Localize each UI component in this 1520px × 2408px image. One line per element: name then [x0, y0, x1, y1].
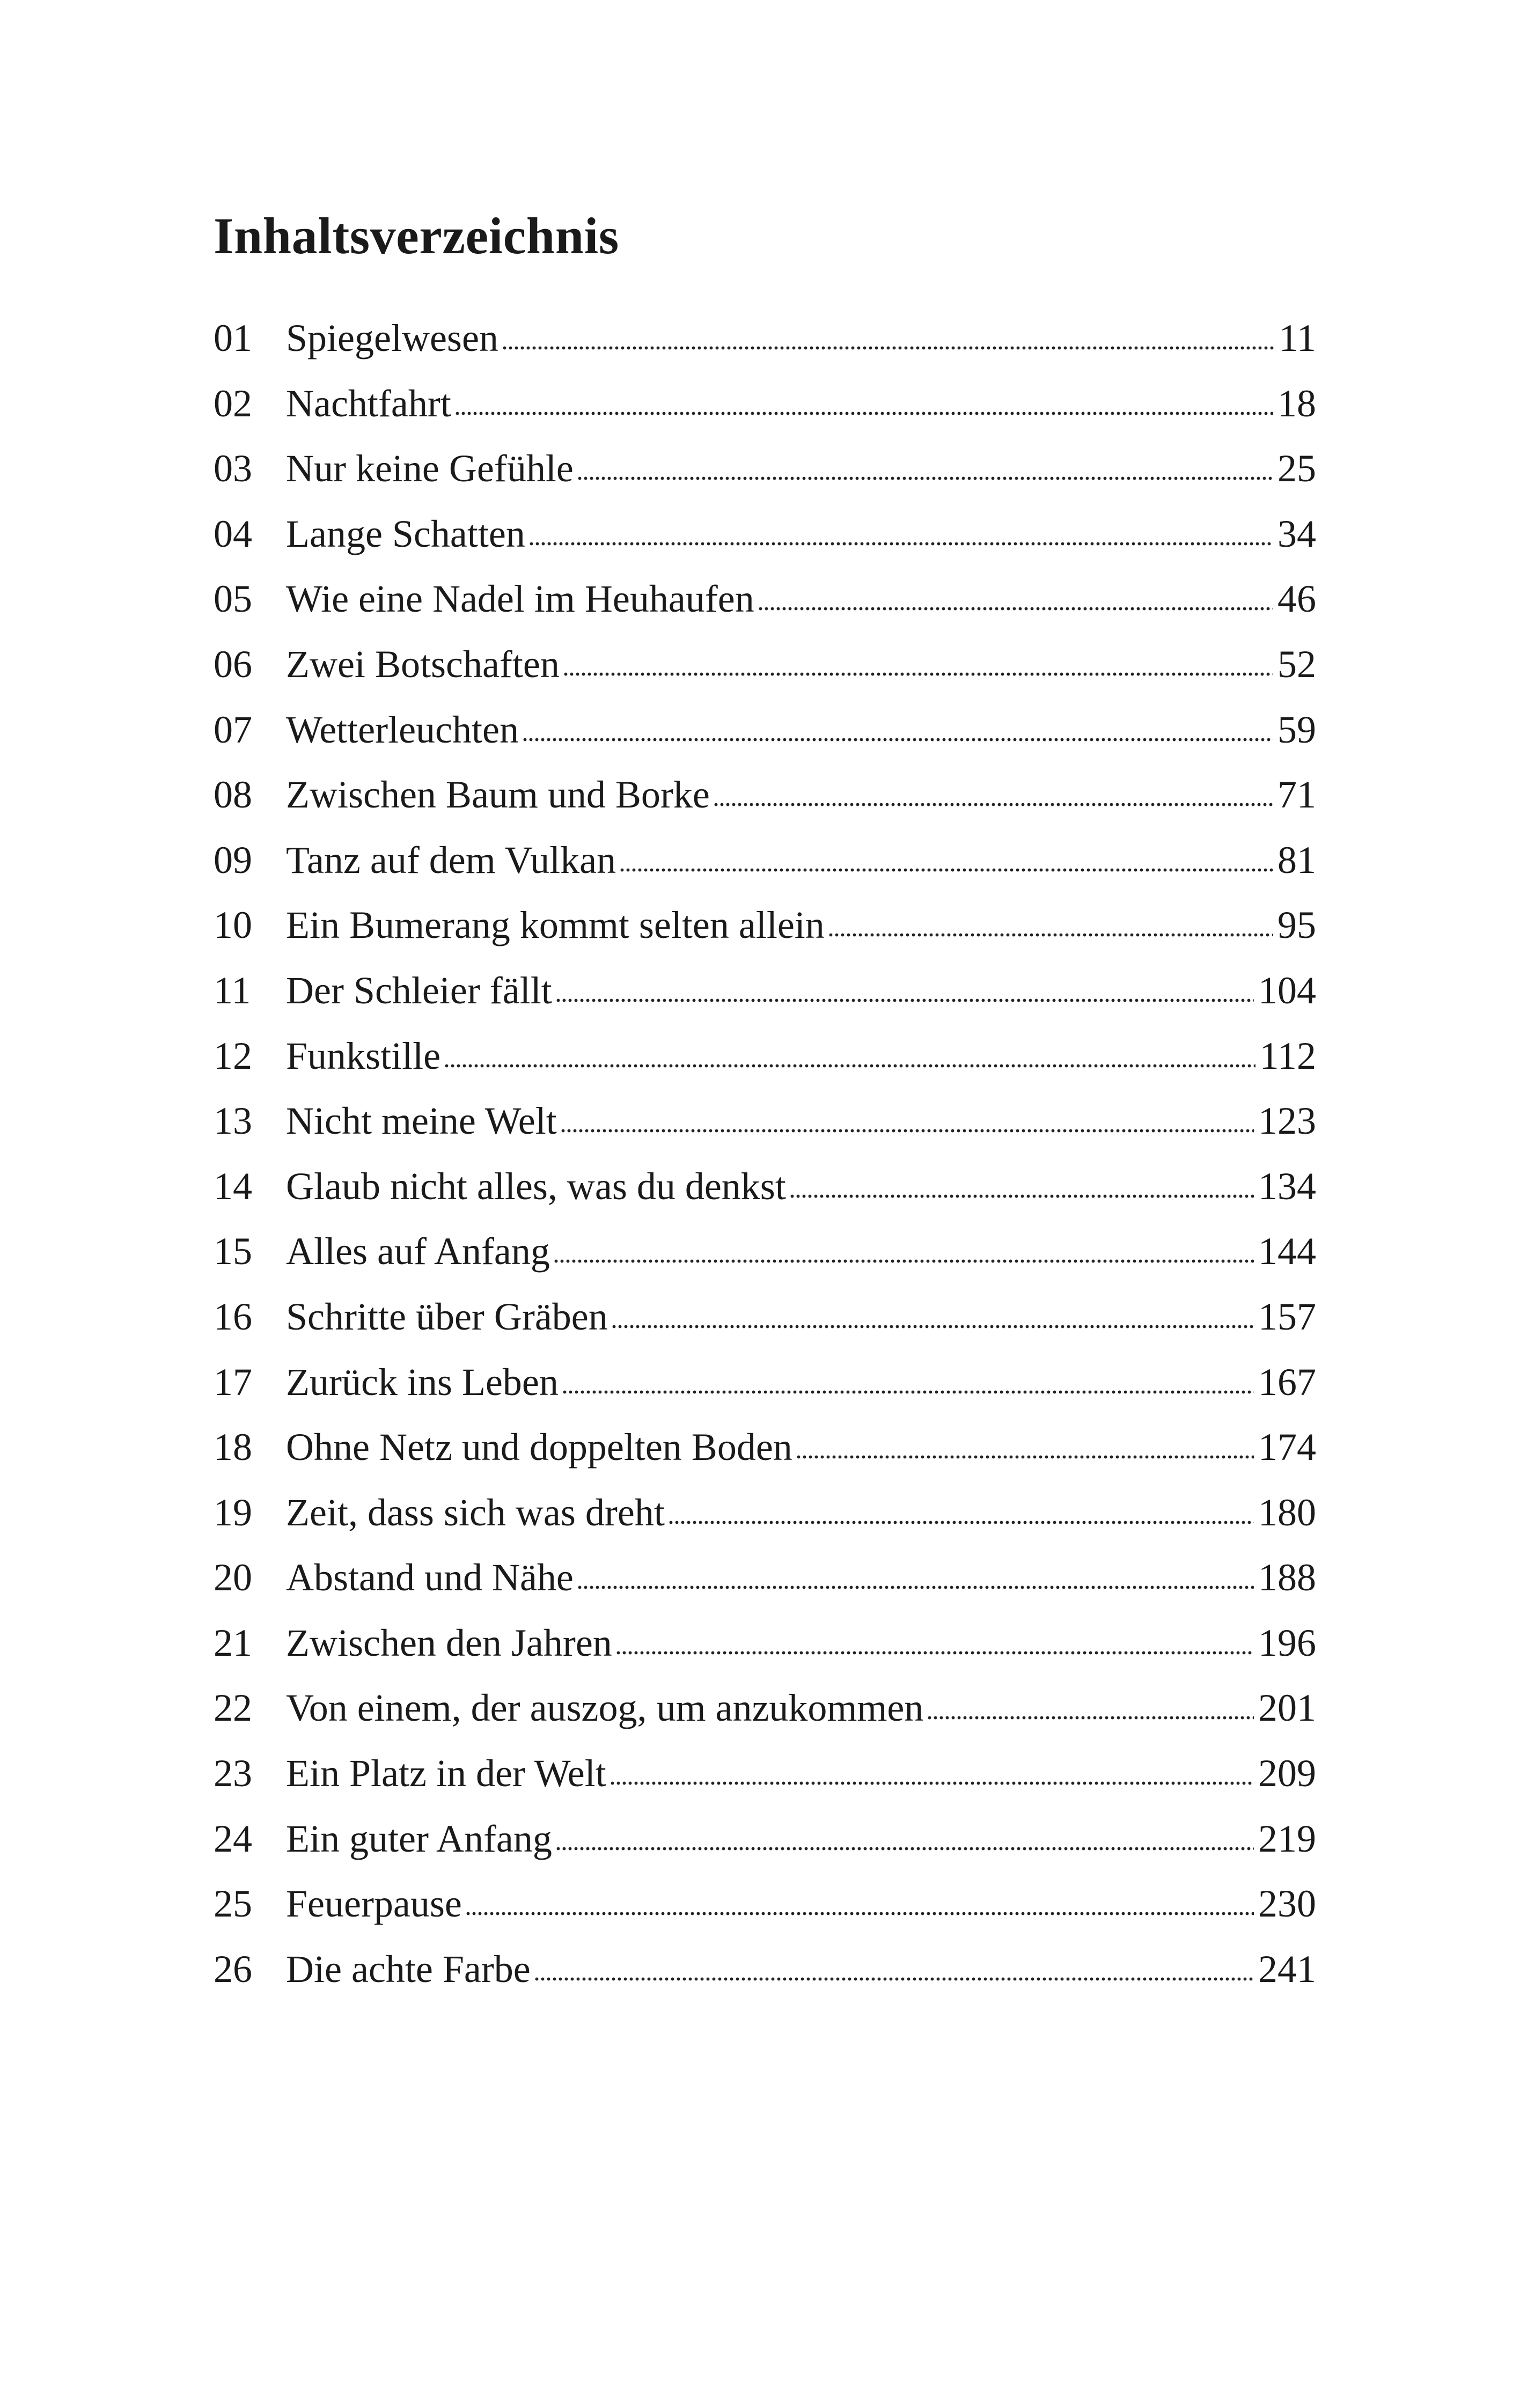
page-number: 81	[1277, 838, 1316, 882]
page-number: 52	[1277, 642, 1316, 686]
dot-leader	[619, 864, 1273, 873]
toc-entry[interactable]	[214, 632, 1316, 698]
chapter-title: Zwei Botschaften	[286, 642, 560, 686]
chapter-number: 23	[214, 1752, 252, 1795]
page-number: 219	[1258, 1817, 1316, 1860]
toc-entry[interactable]	[214, 306, 1316, 371]
page-number: 71	[1277, 773, 1316, 817]
dot-leader	[555, 1843, 1254, 1852]
toc-entry[interactable]	[214, 828, 1316, 893]
chapter-title: Nur keine Gefühle	[286, 447, 574, 490]
page-number: 196	[1258, 1621, 1316, 1664]
chapter-number: 16	[214, 1295, 252, 1338]
chapter-title: Abstand und Nähe	[286, 1556, 574, 1599]
toc-entry[interactable]	[214, 1350, 1316, 1415]
page-number: 157	[1258, 1295, 1316, 1338]
toc-entry[interactable]	[214, 502, 1316, 567]
toc-entry[interactable]	[214, 698, 1316, 763]
toc-entry[interactable]	[214, 371, 1316, 437]
toc-entry[interactable]	[214, 1807, 1316, 1872]
dot-leader	[444, 1060, 1255, 1069]
page-number: 201	[1258, 1686, 1316, 1730]
chapter-number: 05	[214, 577, 252, 621]
dot-leader	[534, 1973, 1254, 1982]
table-of-contents	[214, 306, 1316, 2002]
toc-entry[interactable]	[214, 1937, 1316, 2002]
chapter-title: Zurück ins Leben	[286, 1360, 559, 1404]
chapter-title: Schritte über Gräben	[286, 1295, 608, 1338]
page-number: 18	[1277, 381, 1316, 425]
toc-entry[interactable]	[214, 893, 1316, 958]
toc-entry[interactable]	[214, 1284, 1316, 1350]
chapter-title: Von einem, der auszog, um anzukommen	[286, 1686, 924, 1730]
dot-leader	[611, 1321, 1254, 1330]
toc-entry[interactable]	[214, 1024, 1316, 1089]
chapter-title: Zwischen den Jahren	[286, 1621, 612, 1664]
chapter-number: 24	[214, 1817, 252, 1860]
chapter-title: Ohne Netz und doppelten Boden	[286, 1426, 792, 1469]
toc-entry[interactable]	[214, 1545, 1316, 1611]
dot-leader	[789, 1191, 1254, 1199]
page-number: 123	[1258, 1099, 1316, 1143]
chapter-title: Alles auf Anfang	[286, 1230, 550, 1273]
page-number: 230	[1258, 1882, 1316, 1926]
chapter-number: 14	[214, 1164, 252, 1208]
page-number: 188	[1258, 1556, 1316, 1599]
chapter-number: 09	[214, 838, 252, 882]
chapter-title: Zwischen Baum und Borke	[286, 773, 710, 817]
chapter-title: Wie eine Nadel im Heuhaufen	[286, 577, 754, 621]
toc-entry[interactable]	[214, 1415, 1316, 1480]
toc-entry[interactable]	[214, 1676, 1316, 1741]
dot-leader	[454, 408, 1273, 416]
chapter-title: Der Schleier fällt	[286, 968, 552, 1012]
dot-leader	[465, 1908, 1254, 1917]
dot-leader	[522, 734, 1273, 743]
toc-entry[interactable]	[214, 1611, 1316, 1676]
page-number: 209	[1258, 1752, 1316, 1795]
page-number: 144	[1258, 1230, 1316, 1273]
chapter-title: Feuerpause	[286, 1882, 462, 1926]
chapter-number: 08	[214, 773, 252, 817]
chapter-number: 06	[214, 642, 252, 686]
chapter-number: 19	[214, 1491, 252, 1534]
dot-leader	[553, 1256, 1254, 1264]
page-number: 167	[1258, 1360, 1316, 1404]
page-number: 11	[1279, 317, 1316, 359]
page-number: 34	[1277, 512, 1316, 555]
chapter-number: 18	[214, 1426, 252, 1469]
page-number: 112	[1259, 1034, 1316, 1077]
toc-entry[interactable]	[214, 1871, 1316, 1937]
chapter-number: 12	[214, 1034, 252, 1077]
toc-entry[interactable]	[214, 958, 1316, 1024]
dot-leader	[577, 473, 1273, 481]
toc-entry[interactable]	[214, 1480, 1316, 1546]
chapter-number: 25	[214, 1882, 252, 1926]
chapter-number: 13	[214, 1099, 252, 1143]
dot-leader	[563, 669, 1273, 677]
dot-leader	[828, 929, 1273, 938]
toc-entry[interactable]	[214, 567, 1316, 632]
page-number: 59	[1277, 708, 1316, 751]
toc-entry[interactable]	[214, 1219, 1316, 1284]
chapter-number: 01	[214, 317, 252, 359]
toc-entry[interactable]	[214, 1741, 1316, 1807]
chapter-number: 17	[214, 1360, 252, 1404]
dot-leader	[502, 342, 1275, 351]
chapter-title: Glaub nicht alles, was du denkst	[286, 1164, 786, 1208]
page-number: 46	[1277, 577, 1316, 621]
chapter-title: Spiegelwesen	[286, 317, 498, 359]
chapter-number: 22	[214, 1686, 252, 1730]
dot-leader	[615, 1647, 1254, 1656]
chapter-title: Zeit, dass sich was dreht	[286, 1491, 665, 1534]
toc-entry[interactable]	[214, 436, 1316, 502]
chapter-title: Ein Bumerang kommt selten allein	[286, 904, 825, 947]
page-number: 134	[1258, 1164, 1316, 1208]
chapter-number: 04	[214, 512, 252, 555]
page-number: 104	[1258, 968, 1316, 1012]
chapter-number: 11	[214, 968, 251, 1012]
chapter-title: Lange Schatten	[286, 512, 525, 555]
chapter-title: Ein Platz in der Welt	[286, 1752, 606, 1795]
dot-leader	[577, 1582, 1254, 1590]
chapter-number: 26	[214, 1947, 252, 1991]
page-number: 25	[1277, 447, 1316, 490]
dot-leader	[758, 603, 1273, 612]
chapter-number: 03	[214, 447, 252, 490]
dot-leader	[555, 995, 1254, 1003]
chapter-title: Wetterleuchten	[286, 708, 519, 751]
toc-entry[interactable]	[214, 1154, 1316, 1220]
chapter-number: 20	[214, 1556, 252, 1599]
chapter-title: Die achte Farbe	[286, 1947, 531, 1991]
chapter-number: 15	[214, 1230, 252, 1273]
toc-entry[interactable]	[214, 1089, 1316, 1154]
page-number: 174	[1258, 1426, 1316, 1469]
chapter-title: Funkstille	[286, 1034, 441, 1077]
dot-leader	[562, 1386, 1254, 1395]
page-title: Inhaltsverzeichnis	[214, 207, 619, 265]
page-number: 95	[1277, 904, 1316, 947]
dot-leader	[927, 1712, 1254, 1721]
dot-leader	[668, 1517, 1254, 1525]
chapter-title: Nicht meine Welt	[286, 1099, 557, 1143]
dot-leader	[796, 1451, 1254, 1460]
toc-entry[interactable]	[214, 762, 1316, 828]
chapter-title: Nachtfahrt	[286, 381, 451, 425]
dot-leader	[528, 538, 1273, 547]
chapter-number: 21	[214, 1621, 252, 1664]
chapter-title: Ein guter Anfang	[286, 1817, 552, 1860]
chapter-number: 07	[214, 708, 252, 751]
chapter-number: 10	[214, 904, 252, 947]
page-number: 241	[1258, 1947, 1316, 1991]
chapter-number: 02	[214, 381, 252, 425]
page-number: 180	[1258, 1491, 1316, 1534]
dot-leader	[560, 1125, 1254, 1134]
chapter-title: Tanz auf dem Vulkan	[286, 838, 616, 882]
dot-leader	[610, 1778, 1254, 1786]
dot-leader	[713, 799, 1273, 807]
